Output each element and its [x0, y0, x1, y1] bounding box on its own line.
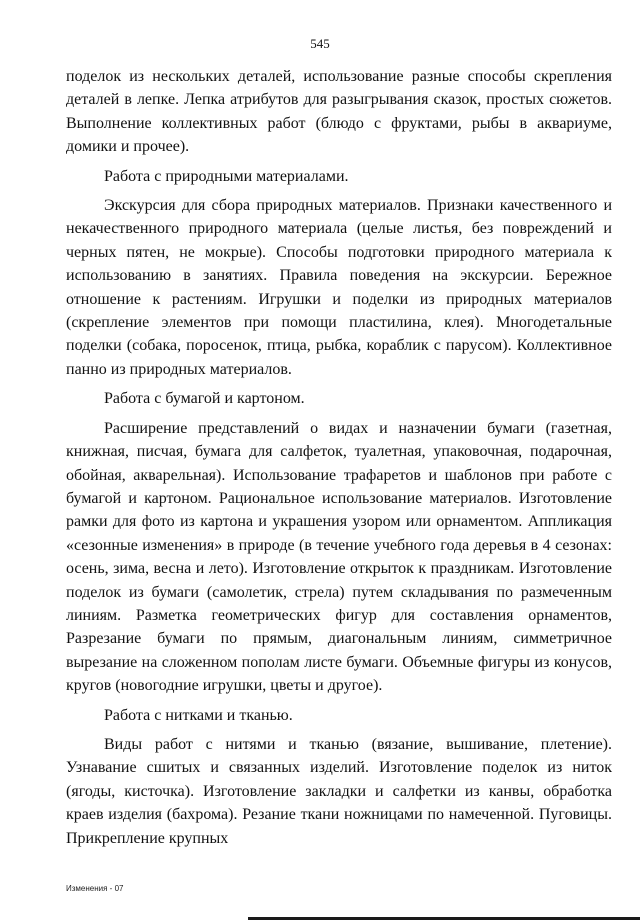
paragraph-natural-materials: Экскурсия для сбора природных материалов. Признаки качественного и некачественного природного материала (целые листья, без повреждений и черных пятен, не мокрые). Способы подготовки природного материала к использованию в занятиях. Правила поведения на экскурсии. Бережное отношение к растениям. Игрушки и поделки из природных материалов (скрепление элементов при помощи пластилина, клея). Многодетальные поделки (собака, поросенок, птица, рыбка, кораблик с парусом). Коллективное панно из природных материалов.	[66, 197, 612, 378]
section-heading-threads-fabric: Работа с нитками и тканью.	[104, 706, 293, 724]
section-heading-paper-cardboard: Работа с бумагой и картоном.	[104, 390, 305, 408]
footer-revision-note: Изменения - 07	[66, 884, 124, 893]
section-heading-natural-materials: Работа с природными материалами.	[104, 167, 349, 185]
paragraph-threads-fabric: Виды работ с нитями и тканью (вязание, вышивание, плетение). Узнавание сшитых и связанных изделий. Изготовление поделок из ниток (ягоды, кисточка). Изготовление закладки и салфетки из канвы, обработка краев изделия (бахрома). Резание ткани ножницами по намеченной. Пуговицы. Прикрепление крупных	[66, 735, 612, 847]
body-text	[66, 65, 612, 850]
scan-edge-line	[248, 917, 640, 920]
paragraph-modeling-continuation: поделок из нескольких деталей, использование разные способы скрепления деталей в лепке. Лепка атрибутов для разыгрывания сказок, простых сюжетов. Выполнение коллективных работ (блюдо с фруктами, рыбы в аквариуме, домики и прочее).	[66, 68, 612, 156]
paragraph-paper-cardboard: Расширение представлений о видах и назначении бумаги (газетная, книжная, писчая, бумага для салфеток, туалетная, упаковочная, подарочная, обойная, акварельная). Использование трафаретов и шаблонов при работе с бумагой и картоном. Рациональное использование материалов. Изготовление рамки для фото из картона и украшения узором или орнаментом. Аппликация «сезонные изменения» в природе (в течение учебного года деревья в 4 сезонах: осень, зима, весна и лето). Изготовление открыток к праздникам. Изготовление поделок из бумаги (самолетик, стрела) путем складывания по размеченным линиям. Разметка геометрических фигур для составления орнаментов, Разрезание бумаги по прямым, диагональным линиям, симметричное вырезание на сложенном пополам листе бумаги. Объемные фигуры из конусов, кругов (новогодние игрушки, цветы и другое).	[66, 419, 612, 695]
page-number: 545	[310, 36, 330, 51]
